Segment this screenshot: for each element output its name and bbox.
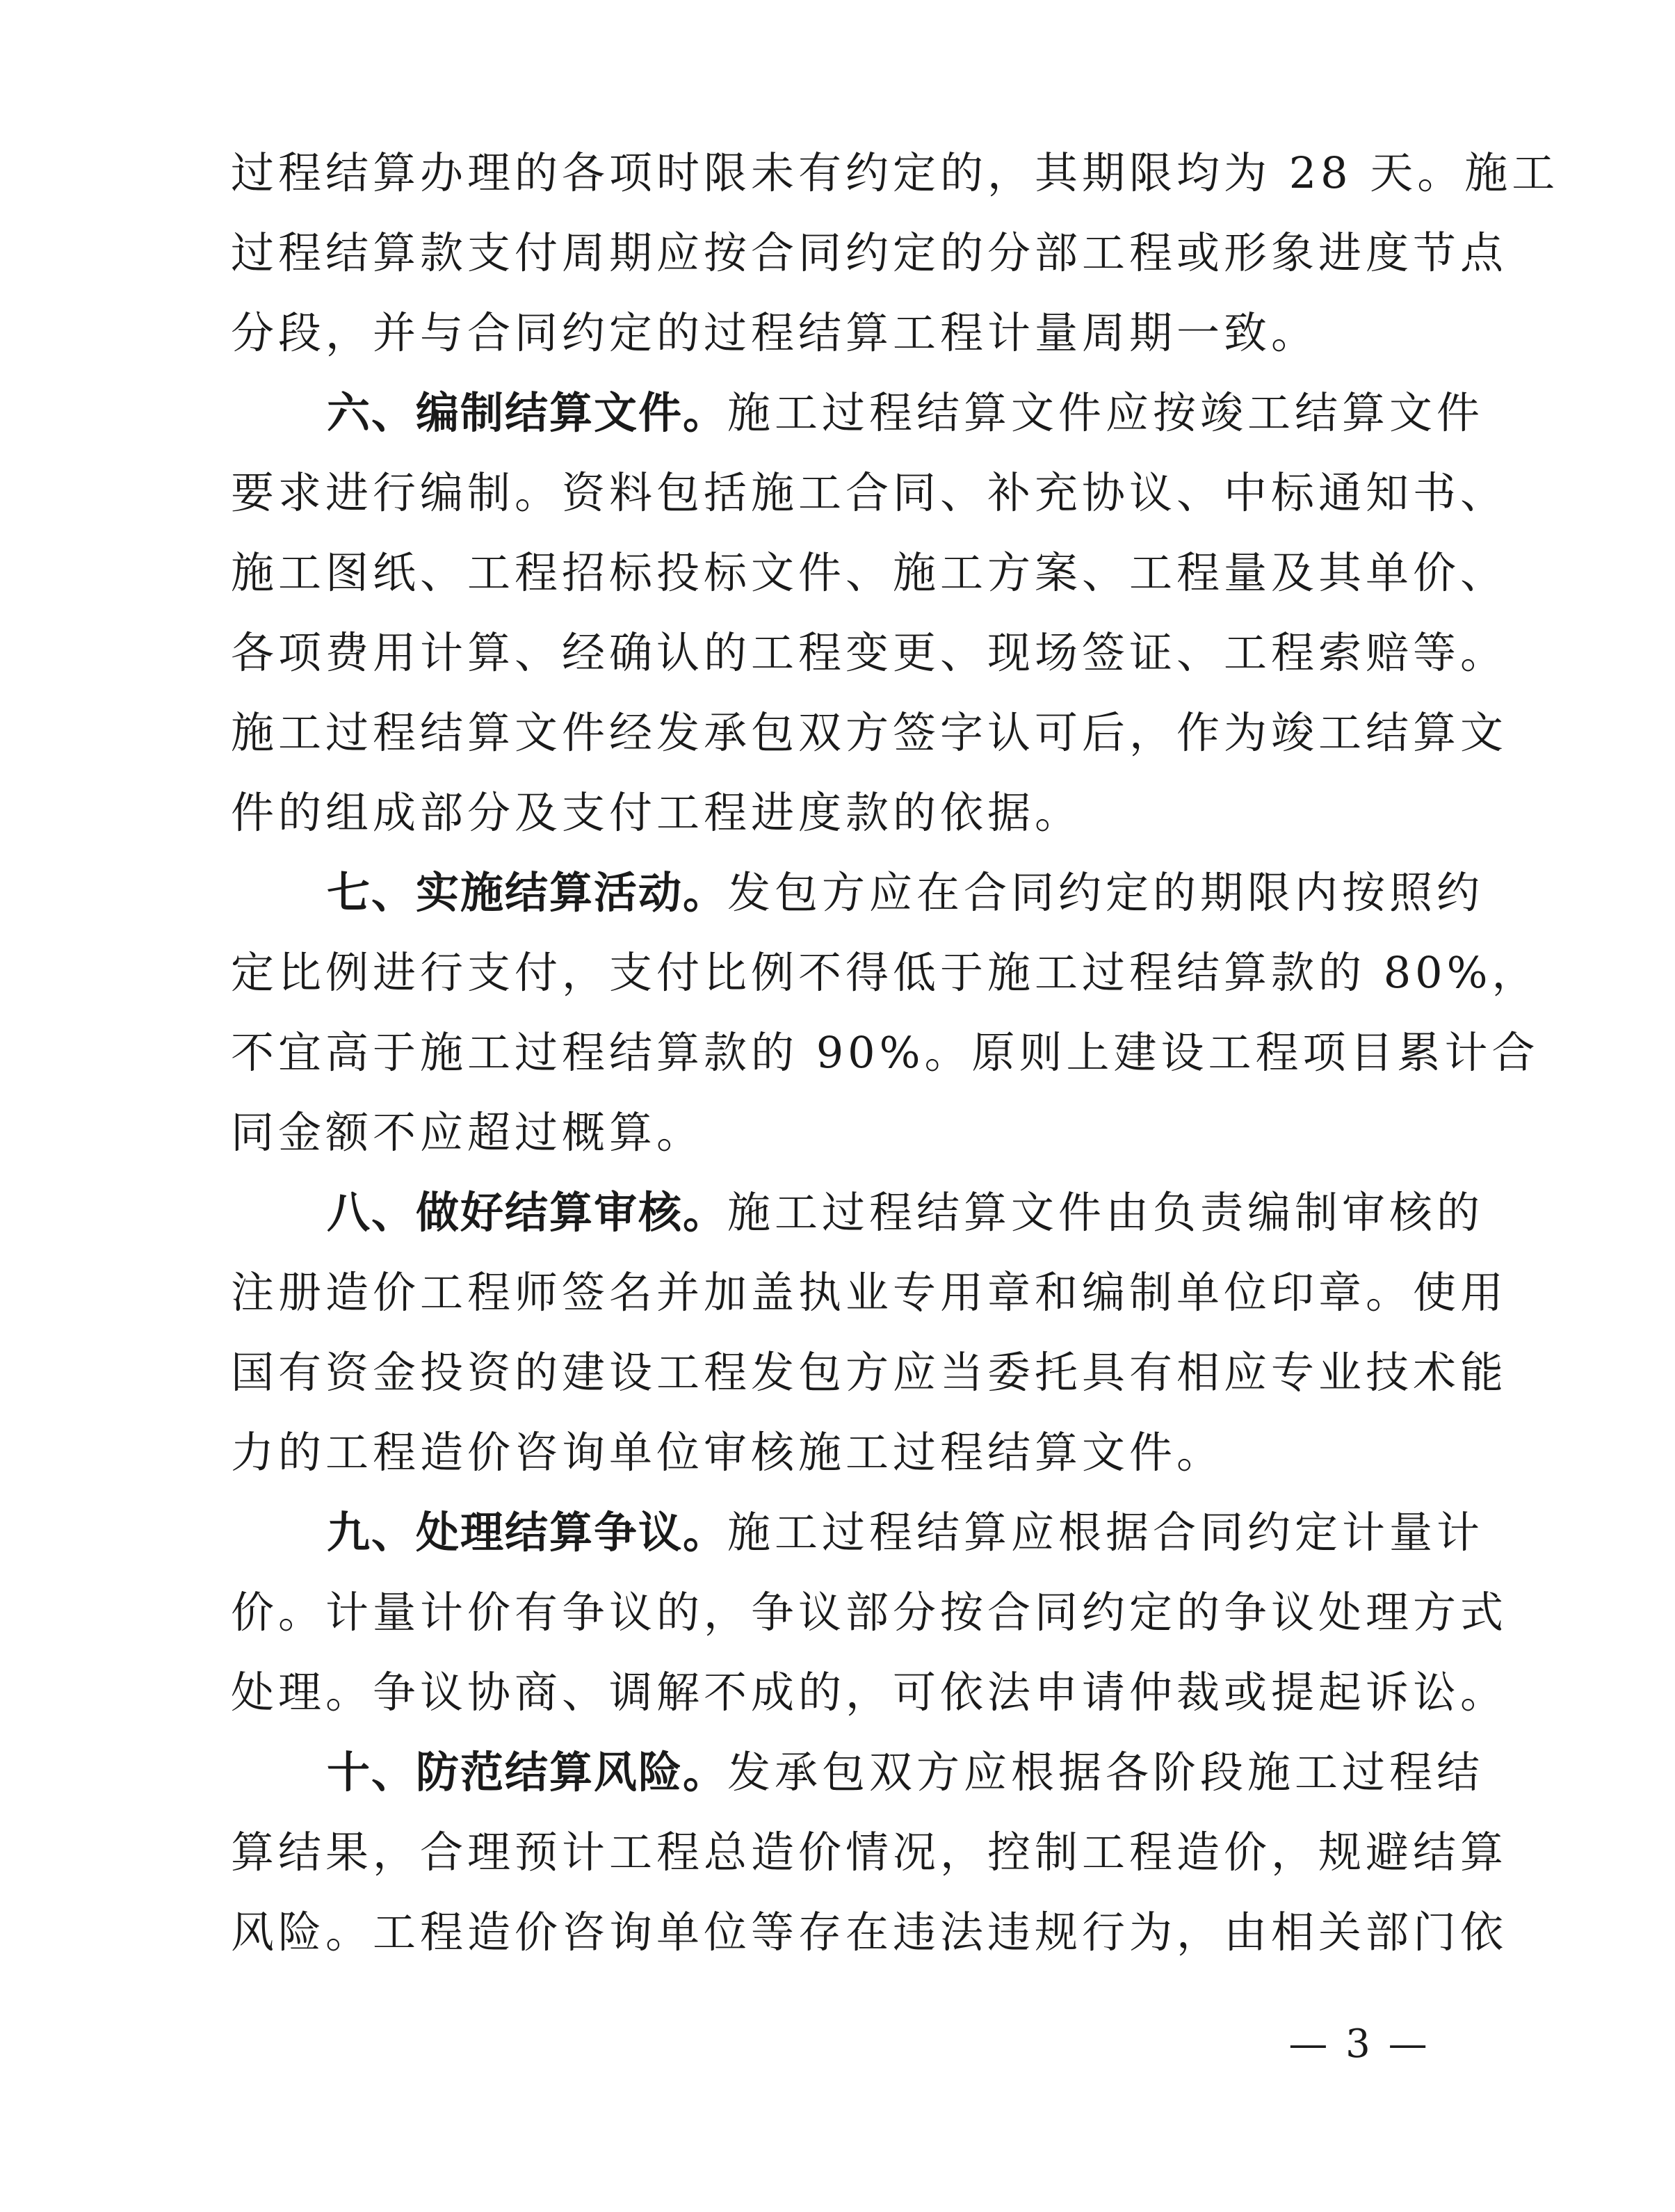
paragraph-line: 过程结算办理的各项时限未有约定的，其期限均为 28 天。施工	[231, 147, 1560, 198]
paragraph-text: 施工过程结算文件应按竣工结算文件	[727, 387, 1484, 438]
paragraph-text: 发包方应在合同约定的期限内按照约	[727, 867, 1484, 918]
section-six-first-line	[327, 372, 1482, 454]
page-number: — 3 —	[1288, 2021, 1430, 2067]
paragraph-line: 分段，并与合同约定的过程结算工程计量周期一致。	[231, 307, 1319, 358]
paragraph-line: 注册造价工程师签名并加盖执业专用章和编制单位印章。使用	[231, 1267, 1508, 1318]
paragraph-line: 价。计量计价有争议的，争议部分按合同约定的争议处理方式	[231, 1587, 1508, 1638]
section-heading-six: 六、编制结算文件。	[327, 387, 728, 438]
section-heading-nine: 九、处理结算争议。	[327, 1507, 728, 1558]
section-heading-eight: 八、做好结算审核。	[327, 1187, 728, 1238]
paragraph-line: 处理。争议协商、调解不成的，可依法申请仲裁或提起诉讼。	[231, 1667, 1508, 1718]
paragraph-line: 同金额不应超过概算。	[231, 1107, 704, 1158]
paragraph-line: 国有资金投资的建设工程发包方应当委托具有相应专业技术能	[231, 1347, 1508, 1398]
paragraph-line: 定比例进行支付，支付比例不得低于施工过程结算款的 80%，	[231, 947, 1539, 998]
paragraph-line: 风险。工程造价咨询单位等存在违法违规行为，由相关部门依	[231, 1907, 1508, 1957]
paragraph-line: 不宜高于施工过程结算款的 90%。原则上建设工程项目累计合	[231, 1027, 1539, 1078]
section-heading-ten: 十、防范结算风险。	[327, 1747, 728, 1798]
paragraph-line: 施工图纸、工程招标投标文件、施工方案、工程量及其单价、	[231, 547, 1508, 598]
paragraph-line: 各项费用计算、经确认的工程变更、现场签证、工程索赔等。	[231, 627, 1508, 678]
section-nine-first-line	[327, 1492, 1482, 1574]
section-seven-first-line	[327, 852, 1482, 934]
paragraph-text: 施工过程结算文件由负责编制审核的	[727, 1187, 1484, 1238]
paragraph-line: 施工过程结算文件经发承包双方签字认可后，作为竣工结算文	[231, 707, 1508, 758]
paragraph-line: 力的工程造价咨询单位审核施工过程结算文件。	[231, 1427, 1224, 1478]
section-heading-seven: 七、实施结算活动。	[327, 867, 728, 918]
paragraph-line: 要求进行编制。资料包括施工合同、补充协议、中标通知书、	[231, 467, 1508, 518]
paragraph-line: 件的组成部分及支付工程进度款的依据。	[231, 787, 1083, 838]
paragraph-line: 算结果，合理预计工程总造价情况，控制工程造价，规避结算	[231, 1827, 1508, 1878]
section-eight-first-line	[327, 1172, 1482, 1254]
section-ten-first-line	[327, 1731, 1482, 1814]
paragraph-text: 施工过程结算应根据合同约定计量计	[727, 1507, 1484, 1558]
paragraph-line: 过程结算款支付周期应按合同约定的分部工程或形象进度节点	[231, 227, 1508, 278]
paragraph-text: 发承包双方应根据各阶段施工过程结	[727, 1747, 1484, 1798]
